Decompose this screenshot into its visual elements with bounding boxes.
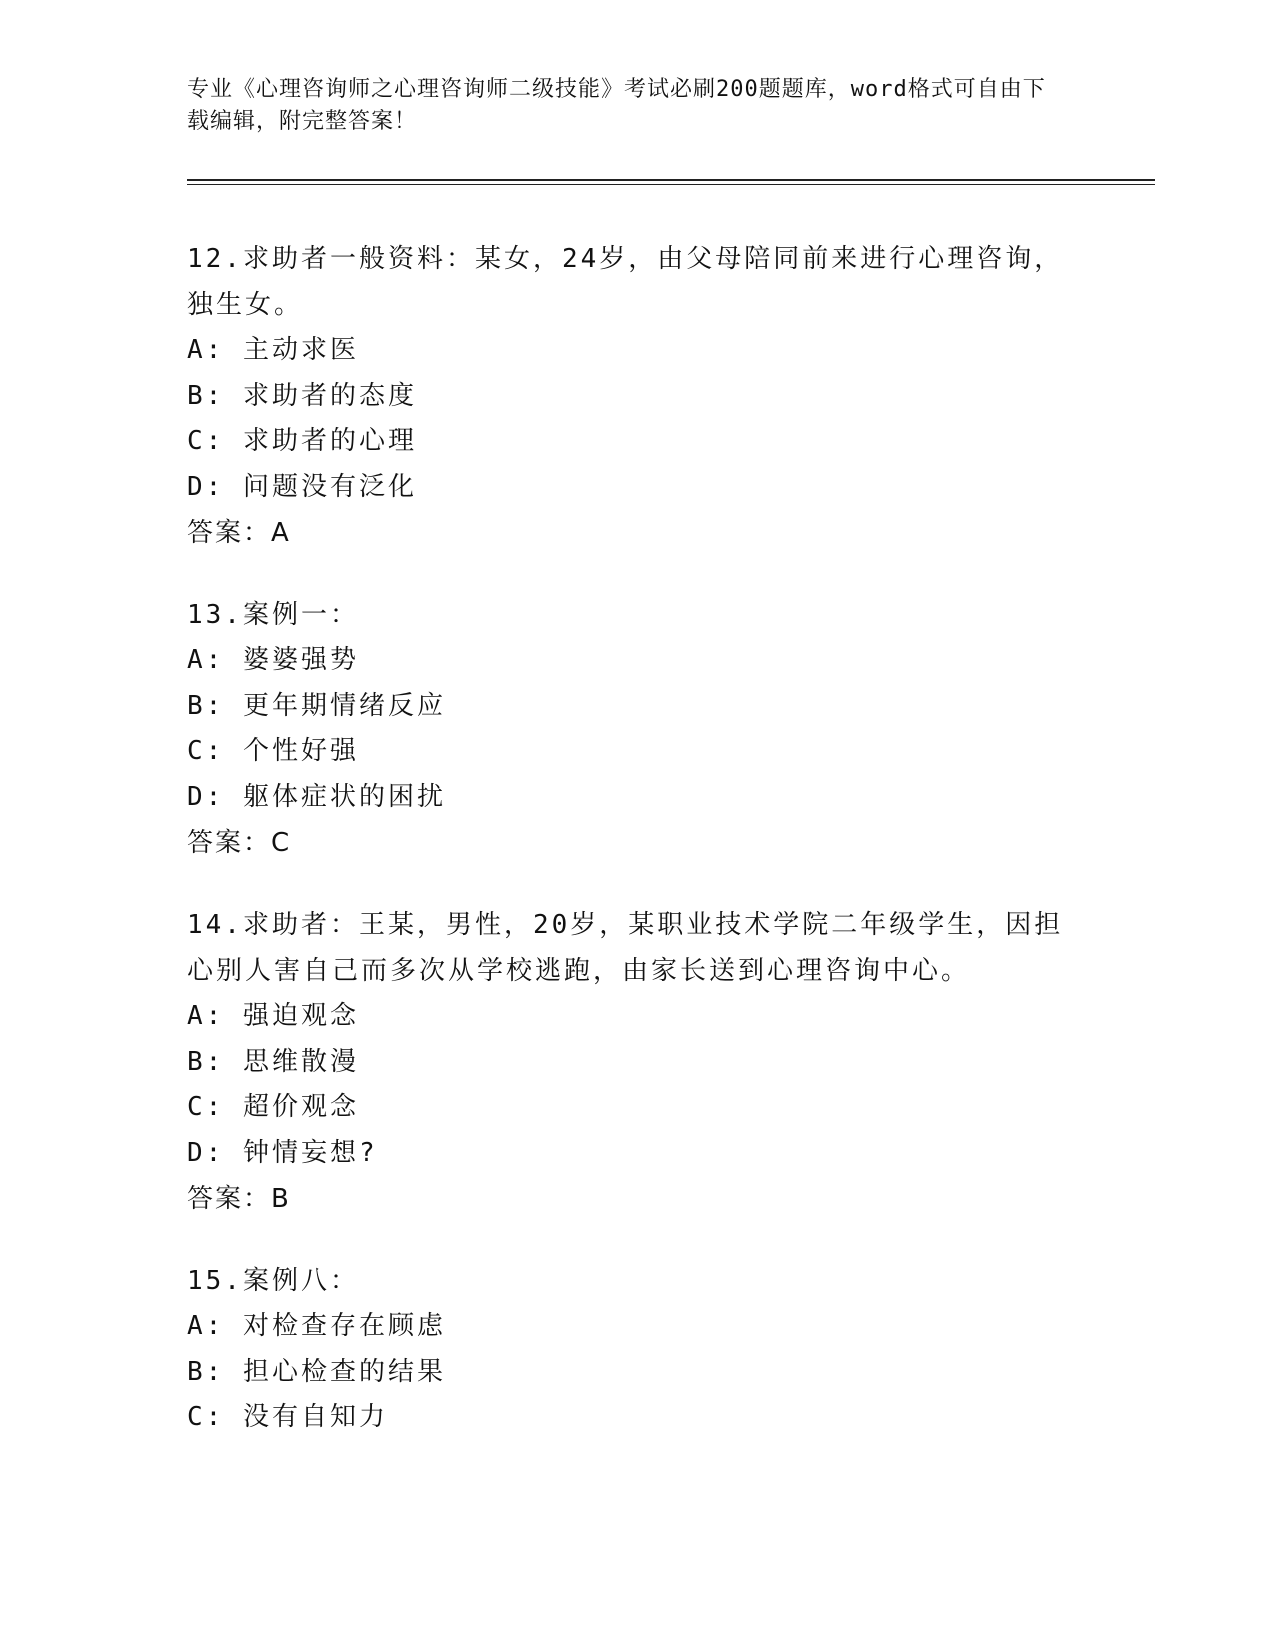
question-14: [187, 902, 1087, 1222]
option-a: A: 对检查存在顾虑: [187, 1311, 446, 1341]
option-c: C: 个性好强: [187, 736, 359, 766]
answer: 答案：A: [187, 518, 291, 548]
option-b: B: 更年期情绪反应: [187, 690, 446, 721]
option-a: A: 强迫观念: [187, 1001, 359, 1031]
option-d: D: 问题没有泛化: [187, 471, 417, 502]
question-stem: 12.求助者一般资料：某女，24岁，由父母陪同前来进行心理咨询，独生女。: [187, 244, 1064, 320]
option-a: A: 主动求医: [187, 335, 359, 365]
document-intro: 专业《心理咨询师之心理咨询师二级技能》考试必刷200题题库，word格式可自由下载编辑，附完整答案！: [187, 77, 1046, 134]
option-b: B: 求助者的态度: [187, 380, 417, 411]
question-12: [187, 236, 1087, 556]
question-13: [187, 592, 1087, 866]
question-list: [187, 236, 1087, 1477]
header-divider-top: [187, 179, 1155, 181]
option-c: C: 求助者的心理: [187, 426, 417, 456]
question-15: [187, 1258, 1087, 1441]
option-d: D: 钟情妄想?: [187, 1137, 378, 1168]
option-c: C: 没有自知力: [187, 1402, 388, 1432]
option-c: C: 超价观念: [187, 1092, 359, 1122]
option-b: B: 担心检查的结果: [187, 1356, 446, 1387]
answer: 答案：B: [187, 1184, 291, 1214]
question-stem: 14.求助者：王某，男性，20岁，某职业技术学院二年级学生，因担心别人害自己而多次从学校逃跑，由家长送到心理咨询中心。: [187, 910, 1064, 986]
question-stem: 15.案例八：: [187, 1266, 359, 1296]
option-b: B: 思维散漫: [187, 1046, 359, 1077]
option-a: A: 婆婆强势: [187, 645, 359, 675]
header-divider-bottom: [187, 184, 1155, 185]
question-stem: 13.案例一：: [187, 600, 359, 630]
option-d: D: 躯体症状的困扰: [187, 781, 446, 812]
answer: 答案：C: [187, 828, 292, 858]
